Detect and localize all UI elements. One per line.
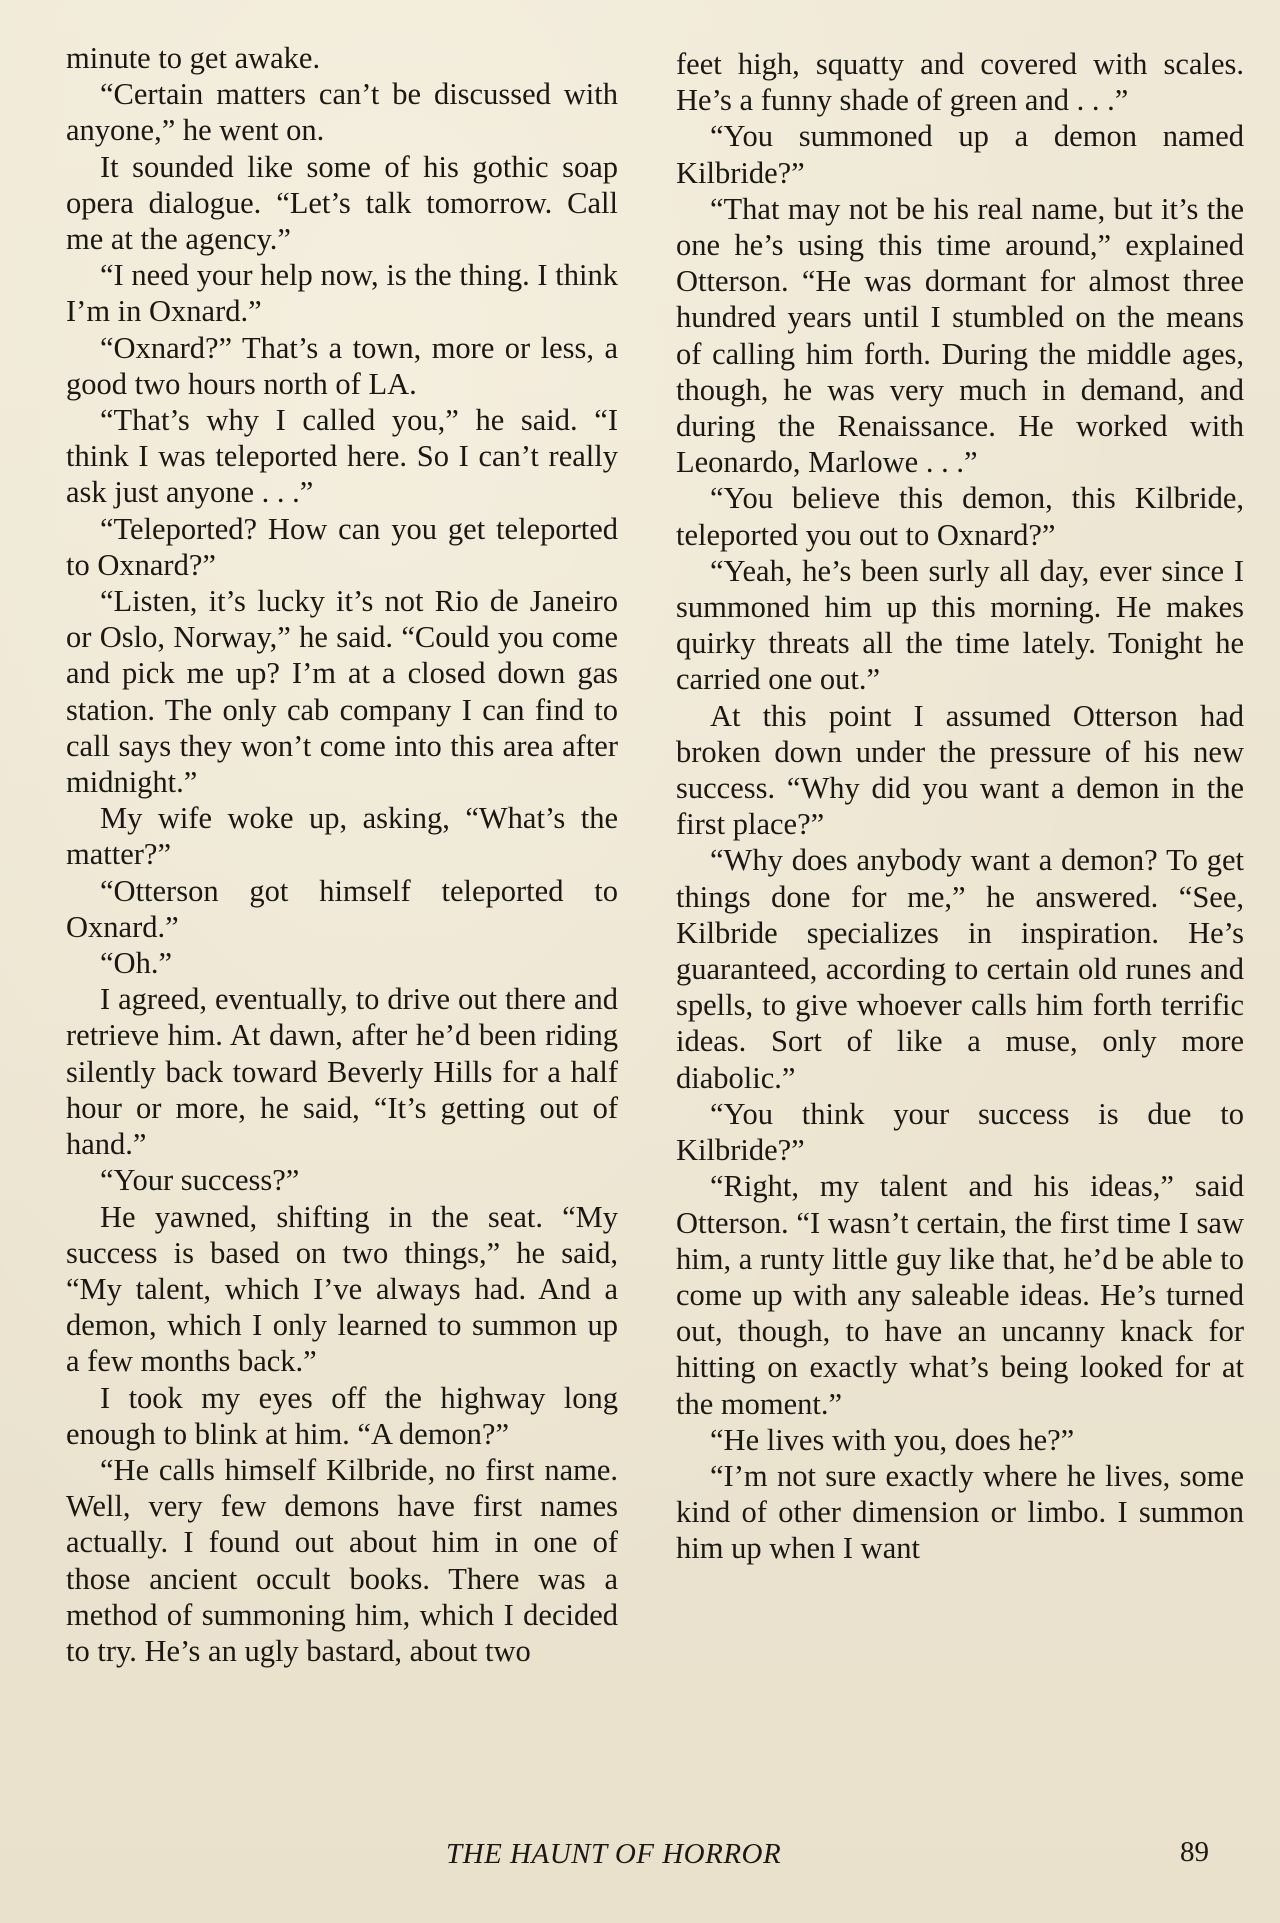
paragraph: “Otterson got himself teleported to Oxnard.” — [66, 873, 618, 944]
paragraph: “That may not be his real name, but it’s the one he’s using this time around,” explained Otterson. “He was dormant for almost three hundred years until I stumbled on the means of calling him forth. During the middle ages, though, he was very much in demand, and during the Renaissance. He worked with Leonardo, Marlowe . . .” — [676, 191, 1244, 480]
paragraph: “Your success?” — [100, 1163, 300, 1198]
paragraph: “That’s why I called you,” he said. “I think I was teleported here. So I can’t really ask just anyone . . .” — [66, 403, 618, 510]
paragraph: “Oh.” — [100, 946, 172, 981]
paragraph: At this point I assumed Otterson had broken down under the pressure of his new success. “Why did you want a demon in the first place?” — [676, 698, 1244, 842]
page-number: 89 — [1180, 1836, 1209, 1868]
paragraph: “Yeah, he’s been surly all day, ever since I summoned him up this morning. He makes quirky threats all the time lately. Tonight he carried one out.” — [676, 553, 1244, 697]
paragraph: minute to get awake. — [66, 41, 321, 75]
running-footer-title: THE HAUNT OF HORROR — [446, 1838, 782, 1870]
paragraph: “Teleported? How can you get teleported to Oxnard?” — [66, 511, 618, 582]
text-columns — [0, 40, 1280, 1810]
paragraph: “You think your success is due to Kilbride?” — [676, 1096, 1244, 1168]
paragraph: “Right, my talent and his ideas,” said Otterson. “I wasn’t certain, the first time I saw him, a runty little guy like that, he’d be able to come up with any saleable ideas. He’s turned out, though, to have an uncanny knack for hitting on exactly what’s being looked for at the moment.” — [676, 1169, 1244, 1421]
paragraph: “You believe this demon, this Kilbride, teleported you out to Oxnard?” — [676, 481, 1244, 552]
paragraph: It sounded like some of his gothic soap opera dialogue. “Let’s talk tomorrow. Call me at the agency.” — [66, 149, 618, 257]
paragraph: “I’m not sure exactly where he lives, some kind of other dimension or limbo. I summon him up when I want — [676, 1458, 1244, 1566]
right-column — [676, 46, 1244, 1567]
paragraph: “He lives with you, does he?” — [710, 1422, 1075, 1457]
paragraph: “Why does anybody want a demon? To get things done for me,” he answered. “See, Kilbride specializes in inspiration. He’s guaranteed, according to certain old runes and spells, to give whoever calls him forth terrific ideas. Sort of like a muse, only more diabolic.” — [676, 843, 1244, 1095]
paragraph: My wife woke up, asking, “What’s the matter?” — [66, 801, 618, 872]
paragraph: “I need your help now, is the thing. I think I’m in Oxnard.” — [66, 258, 618, 329]
paragraph: “Listen, it’s lucky it’s not Rio de Janeiro or Oslo, Norway,” he said. “Could you come and pick me up? I’m at a closed down gas station. The only cab company I can find to call says they won’t come into this area after midnight.” — [66, 584, 618, 800]
paragraph: He yawned, shifting in the seat. “My success is based on two things,” he said, “My talent, which I’ve always had. And a demon, which I only learned to summon up a few months back.” — [66, 1199, 618, 1379]
paragraph: “Oxnard?” That’s a town, more or less, a good two hours north of LA. — [66, 330, 618, 401]
paragraph: feet high, squatty and covered with scales. He’s a funny shade of green and . . .” — [676, 47, 1244, 118]
left-column — [66, 40, 618, 1669]
paragraph: “He calls himself Kilbride, no first name. Well, very few demons have first names actually. I found out about him in one of those ancient occult books. There was a method of summoning him, which I decided to try. He’s an ugly bastard, about two — [66, 1452, 618, 1668]
paragraph: “You summoned up a demon named Kilbride?” — [676, 119, 1244, 190]
paragraph: I agreed, eventually, to drive out there and retrieve him. At dawn, after he’d been riding silently back toward Beverly Hills for a half hour or more, he said, “It’s getting out of hand.” — [66, 982, 618, 1162]
paragraph: “Certain matters can’t be discussed with anyone,” he went on. — [66, 77, 618, 148]
paragraph: I took my eyes off the highway long enough to blink at him. “A demon?” — [66, 1380, 618, 1451]
